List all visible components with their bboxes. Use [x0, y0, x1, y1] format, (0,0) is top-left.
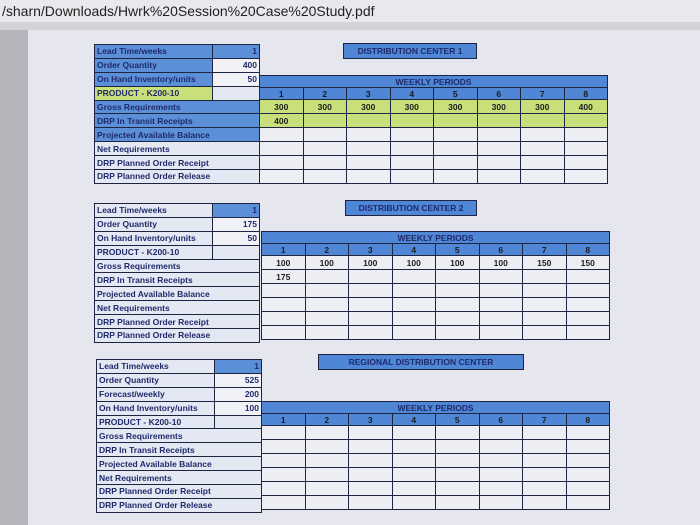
cell[interactable]	[390, 128, 434, 142]
period-4: 4	[390, 88, 434, 100]
cell[interactable]	[390, 170, 434, 184]
period-6: 6	[477, 88, 521, 100]
period-1: 1	[262, 414, 306, 426]
cell[interactable]	[303, 128, 347, 142]
transit-cell[interactable]	[566, 270, 610, 284]
cell[interactable]	[436, 468, 480, 482]
weekly-periods-header: WEEKLY PERIODS	[260, 76, 608, 88]
cell[interactable]	[262, 440, 306, 454]
dc2-title: DISTRIBUTION CENTER 2	[345, 200, 477, 216]
label: PRODUCT - K200-10	[97, 415, 215, 429]
cell[interactable]	[523, 426, 567, 440]
gross-cell[interactable]: 100	[392, 256, 436, 270]
cell[interactable]	[392, 482, 436, 496]
dc1-grid	[259, 75, 608, 184]
cell[interactable]	[479, 284, 523, 298]
cell[interactable]	[392, 426, 436, 440]
label: Order Quantity	[95, 58, 213, 72]
value: 400	[213, 58, 260, 72]
cell[interactable]	[479, 468, 523, 482]
label: Order Quantity	[95, 217, 213, 231]
dc2-grid	[261, 231, 610, 340]
cell[interactable]	[566, 482, 610, 496]
cell[interactable]	[262, 426, 306, 440]
cell[interactable]	[564, 170, 608, 184]
cell[interactable]	[479, 482, 523, 496]
cell[interactable]	[521, 128, 565, 142]
cell[interactable]	[566, 284, 610, 298]
viewer-margin	[0, 30, 28, 525]
cell[interactable]	[566, 496, 610, 510]
period-8: 8	[566, 244, 610, 256]
cell[interactable]	[349, 482, 393, 496]
label: DRP Planned Order Receipt	[95, 156, 260, 170]
cell[interactable]	[477, 142, 521, 156]
transit-cell[interactable]	[521, 114, 565, 128]
period-1: 1	[260, 88, 304, 100]
cell[interactable]	[392, 326, 436, 340]
value: 1	[215, 360, 262, 374]
cell[interactable]	[260, 170, 304, 184]
cell[interactable]	[436, 440, 480, 454]
period-8: 8	[566, 414, 610, 426]
cell[interactable]	[347, 142, 391, 156]
cell[interactable]	[392, 454, 436, 468]
transit-cell[interactable]	[390, 114, 434, 128]
cell[interactable]	[390, 156, 434, 170]
label: Forecast/weekly	[97, 387, 215, 401]
transit-cell[interactable]	[479, 270, 523, 284]
period-5: 5	[434, 88, 478, 100]
transit-cell[interactable]	[436, 270, 480, 284]
cell[interactable]	[564, 142, 608, 156]
gross-cell[interactable]: 300	[347, 100, 391, 114]
value	[213, 245, 260, 259]
cell[interactable]	[392, 284, 436, 298]
rdc-parameters	[96, 359, 262, 513]
label: DRP Planned Order Release	[97, 498, 262, 512]
cell[interactable]	[523, 468, 567, 482]
cell[interactable]	[260, 142, 304, 156]
cell[interactable]	[523, 326, 567, 340]
transit-cell[interactable]	[523, 270, 567, 284]
label: Order Quantity	[97, 373, 215, 387]
cell[interactable]	[305, 496, 349, 510]
transit-cell[interactable]	[349, 270, 393, 284]
value: 200	[215, 387, 262, 401]
cell[interactable]	[262, 482, 306, 496]
cell[interactable]	[479, 496, 523, 510]
period-7: 7	[523, 244, 567, 256]
cell[interactable]	[436, 298, 480, 312]
cell[interactable]	[392, 468, 436, 482]
period-3: 3	[349, 414, 393, 426]
cell[interactable]	[436, 454, 480, 468]
value: 175	[213, 217, 260, 231]
period-1: 1	[262, 244, 306, 256]
cell[interactable]	[566, 440, 610, 454]
cell[interactable]	[303, 170, 347, 184]
period-2: 2	[305, 414, 349, 426]
cell[interactable]	[260, 128, 304, 142]
value: 1	[213, 45, 260, 59]
value: 1	[213, 204, 260, 218]
label: DRP Planned Order Release	[95, 329, 260, 343]
cell[interactable]	[392, 496, 436, 510]
cell[interactable]	[262, 468, 306, 482]
label: Gross Requirements	[95, 100, 260, 114]
cell[interactable]	[305, 440, 349, 454]
label: Projected Available Balance	[95, 287, 260, 301]
dc1-title: DISTRIBUTION CENTER 1	[343, 43, 477, 59]
cell[interactable]	[564, 128, 608, 142]
cell[interactable]	[349, 440, 393, 454]
cell[interactable]	[262, 298, 306, 312]
cell[interactable]	[349, 284, 393, 298]
cell[interactable]	[566, 312, 610, 326]
cell[interactable]	[436, 496, 480, 510]
period-7: 7	[521, 88, 565, 100]
gross-cell[interactable]: 300	[477, 100, 521, 114]
label: DRP Planned Order Release	[95, 170, 260, 184]
cell[interactable]	[349, 312, 393, 326]
period-2: 2	[303, 88, 347, 100]
dc2-parameters	[94, 203, 260, 343]
period-5: 5	[436, 414, 480, 426]
cell[interactable]	[349, 454, 393, 468]
cell[interactable]	[434, 156, 478, 170]
cell[interactable]	[305, 426, 349, 440]
cell[interactable]	[262, 326, 306, 340]
cell[interactable]	[566, 468, 610, 482]
transit-cell[interactable]	[564, 114, 608, 128]
cell[interactable]	[349, 468, 393, 482]
cell[interactable]	[523, 440, 567, 454]
value: 50	[213, 72, 260, 86]
transit-cell[interactable]	[392, 270, 436, 284]
period-7: 7	[523, 414, 567, 426]
period-6: 6	[479, 244, 523, 256]
transit-cell[interactable]: 175	[262, 270, 306, 284]
url-text: /sharn/Downloads/Hwrk%20Session%20Case%20Study.pdf	[2, 3, 375, 19]
gross-cell[interactable]: 100	[305, 256, 349, 270]
cell[interactable]	[349, 298, 393, 312]
gross-cell[interactable]: 100	[349, 256, 393, 270]
label: Gross Requirements	[97, 429, 262, 443]
cell[interactable]	[564, 156, 608, 170]
label: DRP Planned Order Receipt	[97, 485, 262, 499]
cell[interactable]	[479, 454, 523, 468]
label: Projected Available Balance	[95, 128, 260, 142]
address-bar[interactable]	[0, 0, 700, 22]
cell[interactable]	[566, 326, 610, 340]
gross-cell[interactable]: 400	[564, 100, 608, 114]
gross-cell[interactable]: 100	[479, 256, 523, 270]
label: DRP In Transit Receipts	[95, 114, 260, 128]
cell[interactable]	[347, 170, 391, 184]
dc1-parameters	[94, 44, 260, 184]
transit-cell[interactable]	[347, 114, 391, 128]
cell[interactable]	[262, 454, 306, 468]
cell[interactable]	[566, 454, 610, 468]
cell[interactable]	[477, 156, 521, 170]
value: 525	[215, 373, 262, 387]
cell[interactable]	[349, 426, 393, 440]
cell[interactable]	[523, 312, 567, 326]
label: DRP In Transit Receipts	[97, 443, 262, 457]
cell[interactable]	[262, 312, 306, 326]
cell[interactable]	[566, 298, 610, 312]
toolbar-strip	[0, 22, 700, 30]
rdc-grid	[261, 401, 610, 510]
period-6: 6	[479, 414, 523, 426]
period-8: 8	[564, 88, 608, 100]
cell[interactable]	[479, 440, 523, 454]
transit-cell[interactable]: 400	[260, 114, 304, 128]
cell[interactable]	[521, 170, 565, 184]
label: Net Requirements	[97, 471, 262, 485]
label: On Hand Inventory/units	[95, 231, 213, 245]
cell[interactable]	[436, 326, 480, 340]
cell[interactable]	[523, 298, 567, 312]
gross-cell[interactable]: 300	[390, 100, 434, 114]
cell[interactable]	[305, 312, 349, 326]
label: PRODUCT - K200-10	[95, 86, 213, 100]
cell[interactable]	[303, 142, 347, 156]
label: Projected Available Balance	[97, 457, 262, 471]
label: Lead Time/weeks	[97, 360, 215, 374]
transit-cell[interactable]	[305, 270, 349, 284]
gross-cell[interactable]: 100	[262, 256, 306, 270]
cell[interactable]	[392, 298, 436, 312]
cell[interactable]	[434, 142, 478, 156]
transit-cell[interactable]	[477, 114, 521, 128]
label: On Hand Inventory/units	[97, 401, 215, 415]
label: DRP In Transit Receipts	[95, 273, 260, 287]
value: 100	[215, 401, 262, 415]
gross-cell[interactable]: 300	[434, 100, 478, 114]
period-4: 4	[392, 244, 436, 256]
label: On Hand Inventory/units	[95, 72, 213, 86]
cell[interactable]	[434, 170, 478, 184]
gross-cell[interactable]: 300	[260, 100, 304, 114]
cell[interactable]	[349, 496, 393, 510]
gross-cell[interactable]: 150	[523, 256, 567, 270]
weekly-periods-header: WEEKLY PERIODS	[262, 402, 610, 414]
cell[interactable]	[347, 156, 391, 170]
cell[interactable]	[305, 298, 349, 312]
cell[interactable]	[566, 426, 610, 440]
period-4: 4	[392, 414, 436, 426]
cell[interactable]	[305, 284, 349, 298]
cell[interactable]	[436, 312, 480, 326]
cell[interactable]	[479, 298, 523, 312]
cell[interactable]	[260, 156, 304, 170]
label: Gross Requirements	[95, 259, 260, 273]
transit-cell[interactable]	[303, 114, 347, 128]
value	[213, 86, 260, 100]
gross-cell[interactable]: 300	[521, 100, 565, 114]
period-2: 2	[305, 244, 349, 256]
transit-cell[interactable]	[434, 114, 478, 128]
gross-cell[interactable]: 150	[566, 256, 610, 270]
cell[interactable]	[434, 128, 478, 142]
rdc-title: REGIONAL DISTRIBUTION CENTER	[318, 354, 524, 370]
cell[interactable]	[349, 326, 393, 340]
cell[interactable]	[262, 284, 306, 298]
label: PRODUCT - K200-10	[95, 245, 213, 259]
weekly-periods-header: WEEKLY PERIODS	[262, 232, 610, 244]
value: 50	[213, 231, 260, 245]
period-5: 5	[436, 244, 480, 256]
cell[interactable]	[305, 326, 349, 340]
cell[interactable]	[477, 170, 521, 184]
label: Lead Time/weeks	[95, 45, 213, 59]
cell[interactable]	[305, 482, 349, 496]
cell[interactable]	[305, 468, 349, 482]
cell[interactable]	[523, 454, 567, 468]
cell[interactable]	[523, 284, 567, 298]
cell[interactable]	[521, 142, 565, 156]
cell[interactable]	[262, 496, 306, 510]
cell[interactable]	[436, 482, 480, 496]
cell[interactable]	[436, 284, 480, 298]
cell[interactable]	[392, 312, 436, 326]
cell[interactable]	[390, 142, 434, 156]
label: Net Requirements	[95, 142, 260, 156]
cell[interactable]	[521, 156, 565, 170]
cell[interactable]	[392, 440, 436, 454]
label: Net Requirements	[95, 301, 260, 315]
cell[interactable]	[477, 128, 521, 142]
cell[interactable]	[479, 426, 523, 440]
value	[215, 415, 262, 429]
label: DRP Planned Order Receipt	[95, 315, 260, 329]
gross-cell[interactable]: 300	[303, 100, 347, 114]
cell[interactable]	[523, 496, 567, 510]
cell[interactable]	[523, 482, 567, 496]
cell[interactable]	[436, 426, 480, 440]
label: Lead Time/weeks	[95, 204, 213, 218]
gross-cell[interactable]: 100	[436, 256, 480, 270]
period-3: 3	[347, 88, 391, 100]
cell[interactable]	[479, 312, 523, 326]
cell[interactable]	[305, 454, 349, 468]
cell[interactable]	[303, 156, 347, 170]
cell[interactable]	[479, 326, 523, 340]
cell[interactable]	[347, 128, 391, 142]
period-3: 3	[349, 244, 393, 256]
